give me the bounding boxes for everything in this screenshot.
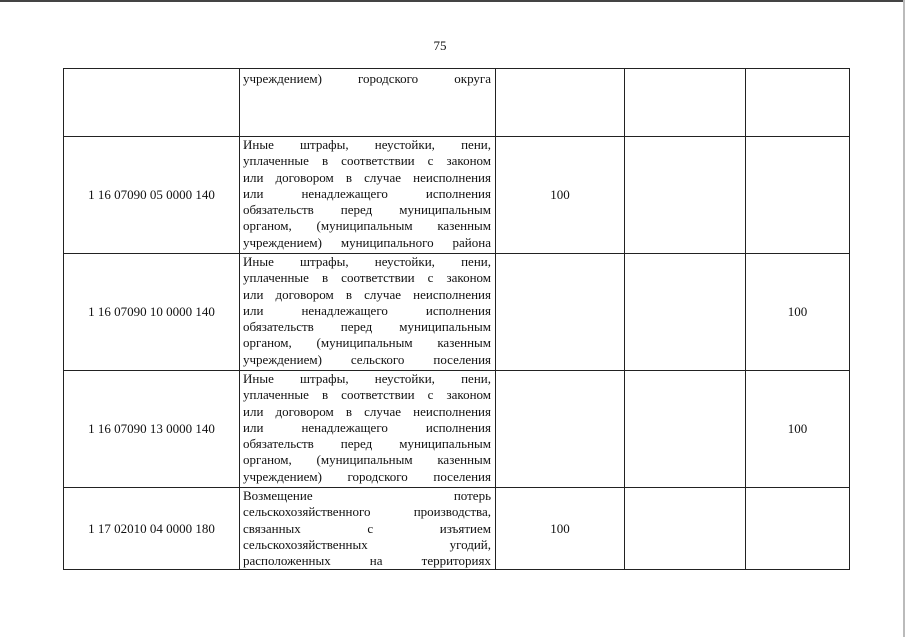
name-line: Иные штрафы, неустойки, пени, (243, 137, 491, 152)
income-name-cell (240, 371, 496, 488)
name-line: или договором в случае неисполнения (243, 286, 491, 302)
name-line: обязательств перед муниципальным (243, 436, 491, 452)
budget-classification-table (63, 68, 850, 570)
income-code-cell: 1 17 02010 04 0000 180 (64, 488, 240, 570)
norm-percent-cell-col5 (746, 137, 850, 254)
table-row (64, 137, 850, 254)
norm-percent-cell-col5 (746, 69, 850, 137)
name-line: уплаченные в соответствии с законом (243, 153, 491, 169)
name-line: или договором в случае неисполнения (243, 169, 491, 185)
norm-percent-cell-col4 (625, 488, 746, 570)
income-name-cell (240, 488, 496, 570)
name-line: или ненадлежащего исполнения (243, 419, 491, 435)
income-code-cell (64, 69, 240, 137)
norm-percent-cell-col5 (746, 488, 850, 570)
name-line: Возмещение потерь (243, 488, 491, 503)
name-line: уплаченные в соответствии с законом (243, 387, 491, 403)
name-line: органом, (муниципальным казенным (243, 218, 491, 234)
name-line: сельскохозяйственных угодий, (243, 536, 491, 552)
name-line: учреждением) муниципального района (243, 234, 491, 250)
page-number: 75 (433, 38, 447, 53)
name-line: Иные штрафы, неустойки, пени, (243, 371, 491, 386)
name-line: учреждением) сельского поселения (243, 351, 491, 367)
income-name-cell (240, 137, 496, 254)
norm-percent-cell-col4 (625, 137, 746, 254)
norm-percent-cell-col3: 100 (496, 137, 625, 254)
norm-percent-cell-col4 (625, 69, 746, 137)
income-code-cell: 1 16 07090 10 0000 140 (64, 254, 240, 371)
name-line: или ненадлежащего исполнения (243, 302, 491, 318)
norm-percent-cell-col5: 100 (746, 371, 850, 488)
name-line: связанных с изъятием (243, 520, 491, 536)
name-line: или договором в случае неисполнения (243, 403, 491, 419)
norm-percent-cell-col5: 100 (746, 254, 850, 371)
name-line: обязательств перед муниципальным (243, 202, 491, 218)
name-line: учреждением) городского округа (243, 71, 491, 86)
income-code-cell: 1 16 07090 05 0000 140 (64, 137, 240, 254)
name-line: органом, (муниципальным казенным (243, 452, 491, 468)
norm-percent-cell-col3: 100 (496, 488, 625, 570)
name-line: или ненадлежащего исполнения (243, 185, 491, 201)
scan-top-edge (0, 0, 905, 2)
name-line: расположенных на территориях (243, 553, 491, 569)
table-row (64, 69, 850, 137)
table-row (64, 371, 850, 488)
name-line: уплаченные в соответствии с законом (243, 270, 491, 286)
norm-percent-cell-col4 (625, 371, 746, 488)
table-row (64, 488, 850, 570)
table-row (64, 254, 850, 371)
income-code-cell: 1 16 07090 13 0000 140 (64, 371, 240, 488)
name-line: учреждением) городского поселения (243, 468, 491, 484)
norm-percent-cell-col3 (496, 254, 625, 371)
name-line: обязательств перед муниципальным (243, 319, 491, 335)
name-line: сельскохозяйственного производства, (243, 504, 491, 520)
income-name-cell (240, 254, 496, 371)
norm-percent-cell-col3 (496, 371, 625, 488)
income-name-cell (240, 69, 496, 137)
name-line: органом, (муниципальным казенным (243, 335, 491, 351)
norm-percent-cell-col4 (625, 254, 746, 371)
name-line: Иные штрафы, неустойки, пени, (243, 254, 491, 269)
norm-percent-cell-col3 (496, 69, 625, 137)
